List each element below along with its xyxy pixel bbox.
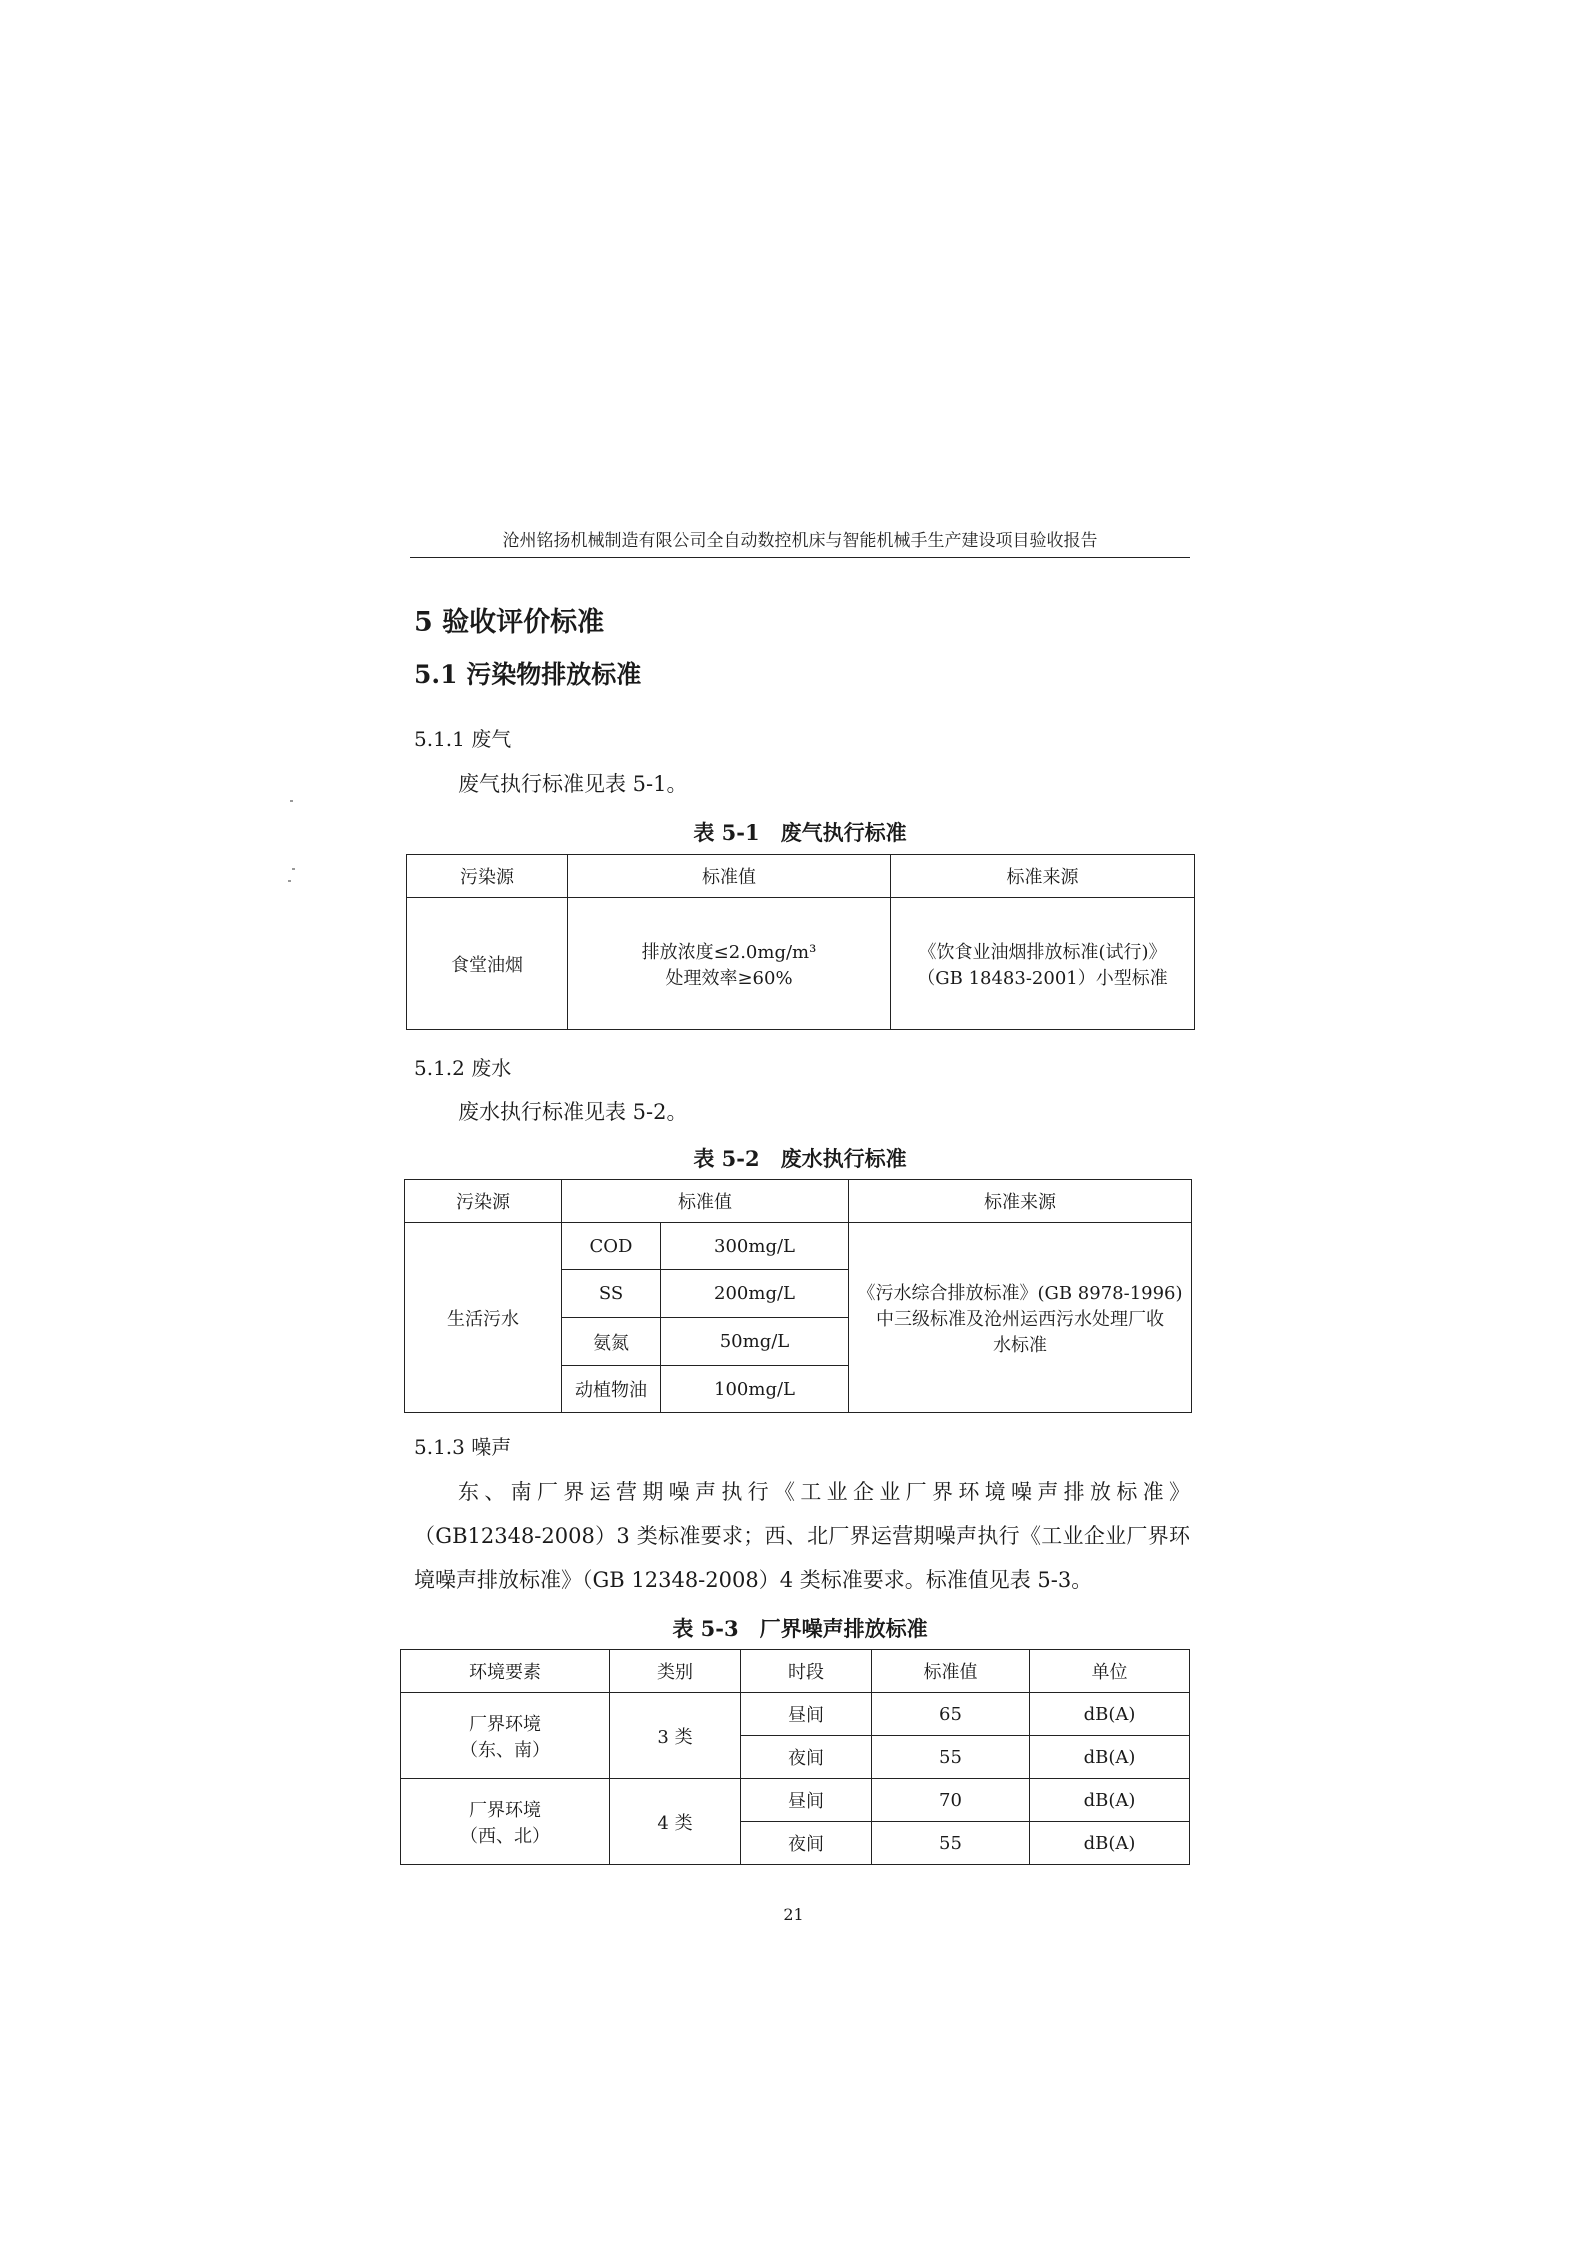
water-value: 200mg/L (661, 1270, 849, 1318)
subsection-water-heading: 5.1.2 废水 (414, 1056, 512, 1080)
scan-speck (288, 880, 291, 882)
source-line: （GB 18483-2001）小型标准 (917, 967, 1168, 989)
noise-unit: dB(A) (1030, 1693, 1190, 1736)
pollution-source: 生活污水 (405, 1223, 562, 1413)
subsection-gas-heading: 5.1.1 废气 (414, 727, 512, 751)
water-item: SS (562, 1270, 661, 1318)
environment-element (401, 1779, 610, 1865)
source-line: 《污水综合排放标准》(GB 8978-1996) (857, 1282, 1183, 1304)
noise-limit: 55 (872, 1736, 1030, 1779)
noise-para-line: 东、南厂界运营期噪声执行《工业企业厂界环境噪声排放标准》 (458, 1480, 1190, 1504)
time-period: 昼间 (741, 1693, 872, 1736)
noise-limit: 65 (872, 1693, 1030, 1736)
value-line: 排放浓度≤2.0mg/m³ (641, 941, 817, 963)
noise-standard-table (400, 1649, 1190, 1865)
section-title: 5.1 污染物排放标准 (414, 660, 642, 689)
table-header: 标准值 (562, 1180, 849, 1223)
noise-unit: dB(A) (1030, 1779, 1190, 1822)
table-header: 标准值 (872, 1650, 1030, 1693)
water-table-caption: 表 5-2 废水执行标准 (693, 1146, 907, 1171)
water-item: 动植物油 (562, 1366, 661, 1413)
env-line: （东、南） (460, 1739, 550, 1761)
noise-limit: 55 (872, 1822, 1030, 1865)
env-line: 厂界环境 (469, 1713, 541, 1735)
source-line: 水标准 (993, 1334, 1047, 1356)
time-period: 昼间 (741, 1779, 872, 1822)
table-header: 环境要素 (401, 1650, 610, 1693)
noise-category: 4 类 (610, 1779, 741, 1865)
gas-intro: 废气执行标准见表 5-1。 (458, 772, 688, 796)
table-header: 时段 (741, 1650, 872, 1693)
water-standard-table (404, 1179, 1192, 1413)
table-header: 单位 (1030, 1650, 1190, 1693)
subsection-noise-heading: 5.1.3 噪声 (414, 1435, 512, 1459)
table-header: 标准来源 (891, 855, 1195, 898)
noise-category: 3 类 (610, 1693, 741, 1779)
env-line: （西、北） (460, 1825, 550, 1847)
gas-table-caption: 表 5-1 废气执行标准 (693, 820, 907, 845)
scan-speck (290, 800, 293, 802)
water-value: 50mg/L (661, 1318, 849, 1366)
gas-standard-table (406, 854, 1195, 1030)
table-header: 标准来源 (849, 1180, 1192, 1223)
time-period: 夜间 (741, 1736, 872, 1779)
water-item: COD (562, 1223, 661, 1270)
table-header: 类别 (610, 1650, 741, 1693)
table-header: 污染源 (407, 855, 568, 898)
table-header: 污染源 (405, 1180, 562, 1223)
running-header: 沧州铭扬机械制造有限公司全自动数控机床与智能机械手生产建设项目验收报告 (410, 526, 1190, 558)
noise-para-line: 境噪声排放标准》（GB 12348-2008）4 类标准要求。标准值见表 5-3。 (414, 1568, 1093, 1592)
env-line: 厂界环境 (469, 1799, 541, 1821)
noise-table-caption: 表 5-3 厂界噪声排放标准 (672, 1616, 928, 1641)
noise-para-line: （GB12348-2008）3 类标准要求；西、北厂界运营期噪声执行《工业企业厂界环 (414, 1524, 1190, 1548)
pollution-source: 食堂油烟 (407, 898, 568, 1030)
noise-unit: dB(A) (1030, 1736, 1190, 1779)
water-value: 100mg/L (661, 1366, 849, 1413)
chapter-title: 5 验收评价标准 (414, 607, 605, 638)
water-intro: 废水执行标准见表 5-2。 (458, 1100, 688, 1124)
standard-source (849, 1223, 1192, 1413)
source-line: 《饮食业油烟排放标准(试行)》 (918, 941, 1167, 963)
time-period: 夜间 (741, 1822, 872, 1865)
table-header: 标准值 (568, 855, 891, 898)
standard-source (891, 898, 1195, 1030)
source-line: 中三级标准及沧州运西污水处理厂收 (876, 1308, 1164, 1330)
noise-unit: dB(A) (1030, 1822, 1190, 1865)
standard-value (568, 898, 891, 1030)
water-item: 氨氮 (562, 1318, 661, 1366)
noise-limit: 70 (872, 1779, 1030, 1822)
page-number: 21 (783, 1905, 804, 1924)
scan-speck (292, 868, 295, 870)
environment-element (401, 1693, 610, 1779)
value-line: 处理效率≥60% (665, 967, 793, 989)
water-value: 300mg/L (661, 1223, 849, 1270)
